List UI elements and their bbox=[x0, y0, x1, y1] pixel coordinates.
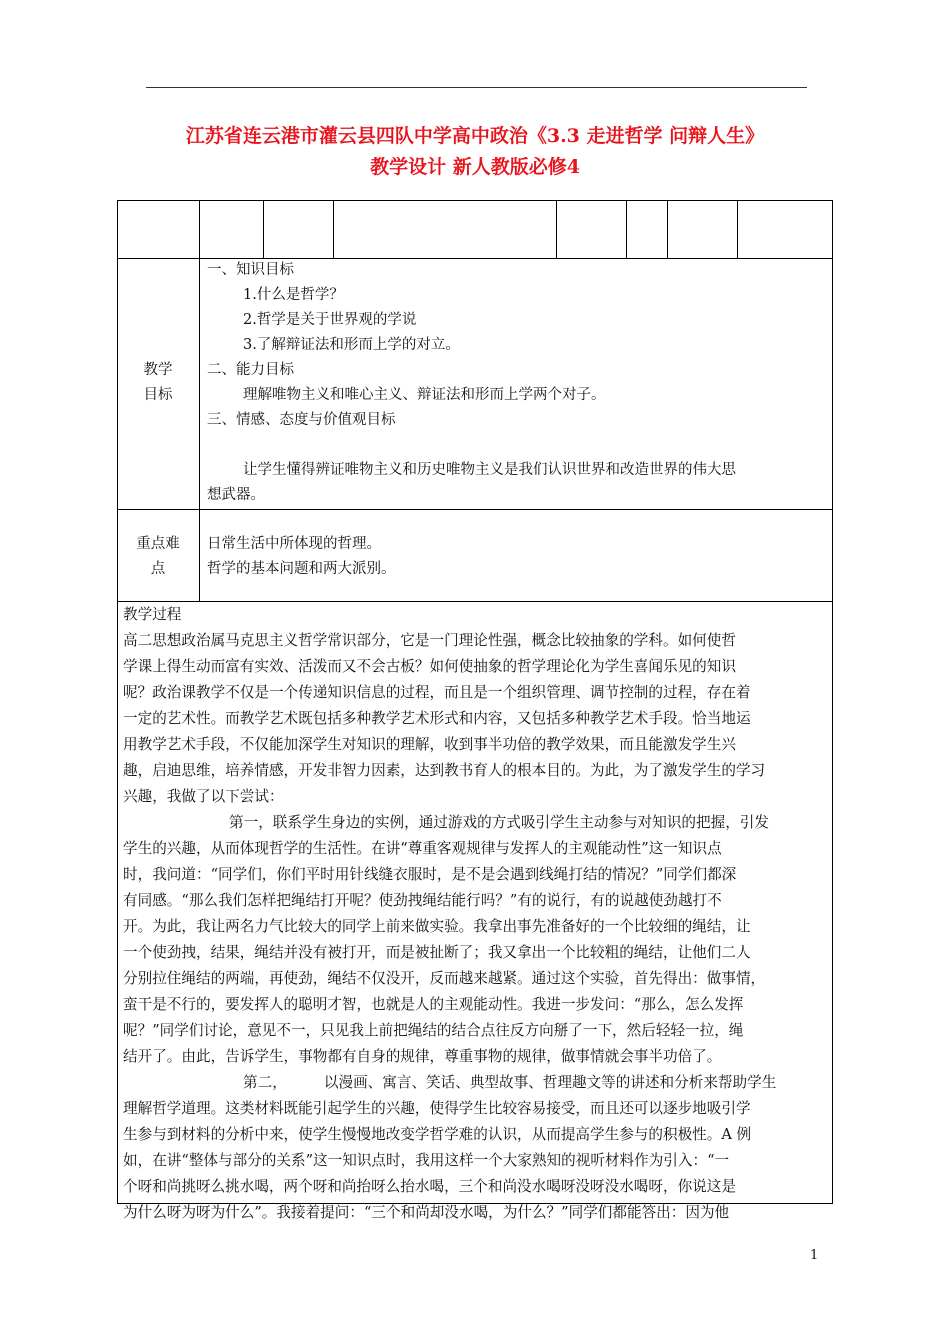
row-divider bbox=[117, 509, 833, 510]
keypoint-line: 哲学的基本问题和两大派别。 bbox=[207, 561, 396, 577]
process-line: 用教学艺术手段，不仅能加深学生对知识的理解，收到事半功倍的教学效果，而且能激发学生兴 bbox=[123, 736, 736, 753]
process-line: 理解哲学道理。这类材料既能引起学生的兴趣，使得学生比较容易接受，而且还可以逐步地吸引学 bbox=[123, 1100, 751, 1117]
header-divider bbox=[263, 200, 264, 258]
document-subtitle: 教学设计 新人教版必修4 bbox=[370, 156, 580, 178]
objectives-label: 教学 目标 bbox=[143, 362, 173, 403]
document-title: 江苏省连云港市灌云县四队中学高中政治《3.3 走进哲学 问辩人生》 bbox=[185, 125, 765, 147]
process-line: 呢？”同学们讨论，意见不一，只见我上前把绳结的结合点往反方向掰了一下，然后轻轻一拉，绳 bbox=[123, 1022, 744, 1039]
objective-line: 2.哲学是关于世界观的学说 bbox=[243, 312, 417, 328]
objective-line: 想武器。 bbox=[207, 487, 265, 503]
process-line: 分别拉住绳结的两端，再使劲，绳结不仅没开，反而越来越紧。通过这个实验，首先得出：做事情， bbox=[123, 970, 766, 987]
header-divider bbox=[667, 200, 668, 258]
process-line: 高二思想政治属马克思主义哲学常识部分，它是一门理论性强，概念比较抽象的学科。如何使哲 bbox=[123, 632, 736, 649]
process-line: 一定的艺术性。而教学艺术既包括多种教学艺术形式和内容，又包括多种教学艺术手段。恰当地运 bbox=[123, 710, 751, 727]
objective-line: 一、知识目标 bbox=[207, 262, 294, 278]
header-rule bbox=[146, 87, 807, 88]
row-divider bbox=[117, 601, 833, 602]
objective-line: 三、情感、态度与价值观目标 bbox=[207, 412, 396, 428]
objective-line: 理解唯物主义和唯心主义、辩证法和形而上学两个对子。 bbox=[243, 387, 606, 403]
process-line: 趣，启迪思维，培养情感，开发非智力因素，达到教书育人的根本目的。为此，为了激发学生的学习 bbox=[123, 762, 766, 779]
process-line: 个呀和尚挑呀么挑水喝，两个呀和尚抬呀么抬水喝，三个和尚没水喝呀没呀没水喝呀，你说这是 bbox=[123, 1178, 736, 1195]
process-line: 结开了。由此，告诉学生，事物都有自身的规律，尊重事物的规律，做事情就会事半功倍了。 bbox=[123, 1048, 722, 1065]
keypoints-label: 重点难 点 bbox=[136, 536, 180, 577]
process-line: 生参与到材料的分析中来，使学生慢慢地改变学哲学难的认识，从而提高学生参与的积极性。A 例 bbox=[123, 1126, 752, 1143]
header-divider bbox=[737, 200, 738, 258]
process-line: 蛮干是不行的，要发挥人的聪明才智，也就是人的主观能动性。我进一步发问：“那么，怎么发挥 bbox=[123, 996, 744, 1013]
label-column-divider bbox=[199, 258, 200, 601]
header-divider bbox=[556, 200, 557, 258]
process-line: 为什么呀为呀为什么”。我接着提问：“三个和尚却没水喝，为什么？”同学们都能答出：因为他 bbox=[123, 1204, 730, 1221]
process-line: 一个使劲拽，结果，绳结并没有被打开，而是被扯断了；我又拿出一个比较粗的绳结，让他们二人 bbox=[123, 944, 751, 961]
process-heading: 教学过程 bbox=[123, 606, 182, 623]
process-line: 学课上得生动而富有实效、活泼而又不会古板？如何使抽象的哲学理论化为学生喜闻乐见的知识 bbox=[123, 658, 736, 675]
objective-line: 3.了解辩证法和形而上学的对立。 bbox=[243, 337, 460, 353]
process-line: 呢？政治课教学不仅是一个传递知识信息的过程，而且是一个组织管理、调节控制的过程，存在着 bbox=[123, 684, 751, 701]
keypoint-line: 日常生活中所体现的哲理。 bbox=[207, 536, 381, 552]
process-line: 如，在讲“整体与部分的关系”这一知识点时，我用这样一个大家熟知的视听材料作为引入：“一 bbox=[123, 1152, 730, 1169]
header-divider bbox=[333, 200, 334, 258]
process-line: 学生的兴趣，从而体现哲学的生活性。在讲“尊重客观规律与发挥人的主观能动性”这一知识点 bbox=[123, 840, 722, 857]
process-line: 时，我问道：“同学们，你们平时用针线缝衣服时，是不是会遇到线绳打结的情况？”同学们都深 bbox=[123, 866, 737, 883]
process-line: 开。为此，我让两名力气比较大的同学上前来做实验。我拿出事先准备好的一个比较细的绳结，让 bbox=[123, 918, 751, 935]
header-divider bbox=[199, 200, 200, 258]
header-divider bbox=[626, 200, 627, 258]
process-line: 第一，联系学生身边的实例，通过游戏的方式吸引学生主动参与对知识的把握，引发 bbox=[229, 814, 769, 831]
process-line: 兴趣，我做了以下尝试： bbox=[123, 788, 284, 805]
process-line: 第二， 以漫画、寓言、笑话、典型故事、哲理趣文等的讲述和分析来帮助学生 bbox=[243, 1074, 777, 1091]
objective-line: 1.什么是哲学？ bbox=[243, 287, 344, 303]
page-number: 1 bbox=[810, 1248, 819, 1263]
process-line: 有同感。“那么我们怎样把绳结打开呢？使劲拽绳结能行吗？”有的说行，有的说越使劲越打不 bbox=[123, 892, 722, 909]
objective-line: 让学生懂得辨证唯物主义和历史唯物主义是我们认识世界和改造世界的伟大思 bbox=[243, 462, 736, 478]
objective-line: 二、能力目标 bbox=[207, 362, 294, 378]
